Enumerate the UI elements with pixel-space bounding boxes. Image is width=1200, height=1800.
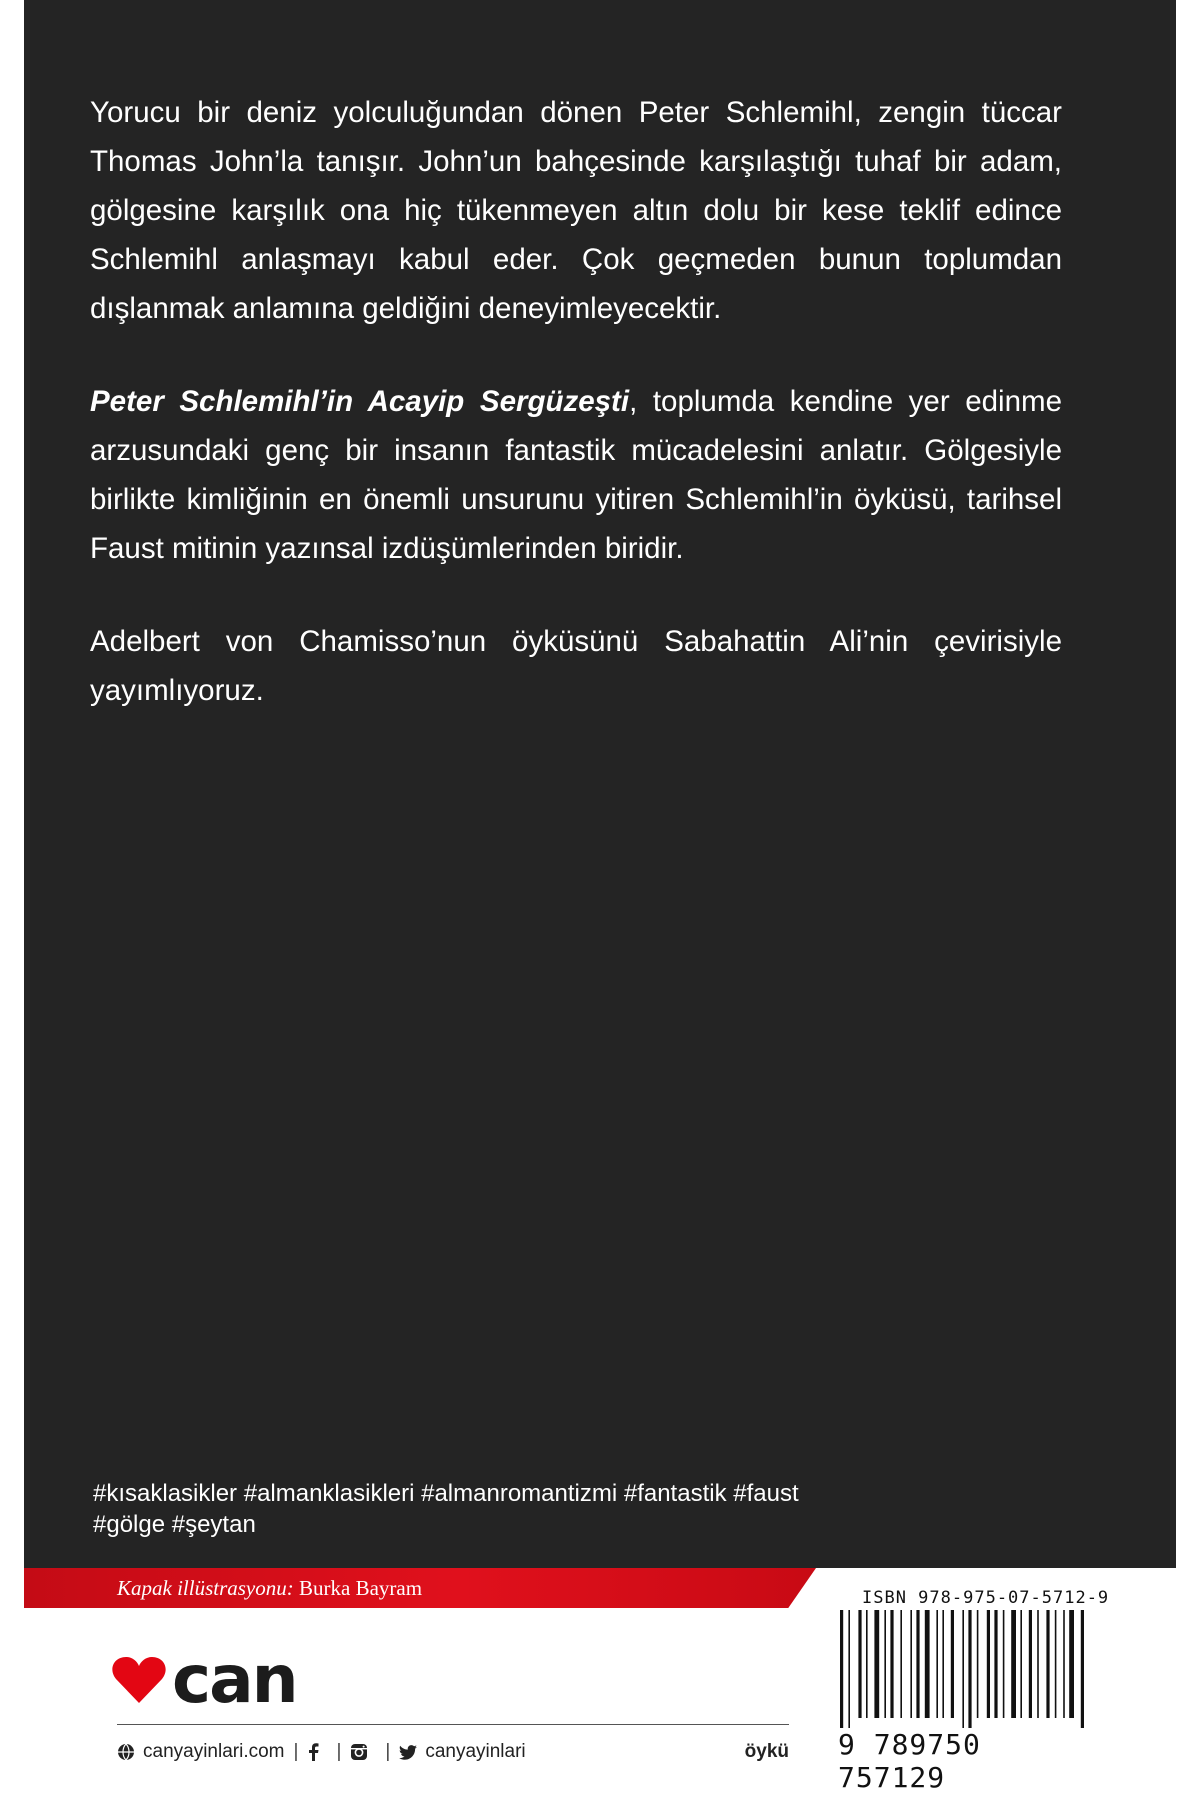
barcode-number: 9 789750 757129 — [838, 1728, 981, 1794]
blurb-paragraph-2-rest: , toplumda kendine yer edinme arzusundaki genç bir insanın fantastik mücadelesini anlatır. Gölgesiyle birlikte kimliğinin en önemli unsurunu yitiren Schlemihl’in öyküsü, tarihsel Faust mitinin yazınsal izdüşümlerinden biridir. — [90, 385, 1062, 565]
hashtags-line-1: #kısaklasikler #almanklasikleri #almanromantizmi #fantastik #faust — [93, 1480, 799, 1507]
publisher-footer — [117, 1738, 789, 1766]
globe-icon — [117, 1743, 135, 1761]
facebook-icon[interactable] — [307, 1743, 319, 1761]
logo-wordmark: can — [172, 1641, 297, 1718]
barcode-bar — [874, 1610, 879, 1718]
heart-icon — [112, 1655, 166, 1705]
credit-name: Burka Bayram — [299, 1576, 423, 1600]
blurb-text — [90, 88, 1062, 759]
isbn-label: ISBN 978-975-07-5712-9 — [862, 1588, 1110, 1608]
barcode-bar — [977, 1610, 979, 1718]
barcode-bar — [1046, 1610, 1049, 1718]
barcode-bar — [884, 1610, 886, 1718]
footer-divider — [117, 1724, 789, 1725]
barcode-bar — [890, 1610, 893, 1718]
instagram-icon[interactable] — [350, 1743, 368, 1761]
barcode-bar — [925, 1610, 930, 1718]
social-handle[interactable]: canyayinlari — [425, 1741, 526, 1762]
barcode-bar — [951, 1610, 954, 1718]
barcode — [838, 1610, 1096, 1728]
barcode-bar — [942, 1610, 944, 1718]
barcode-bar — [1003, 1610, 1005, 1718]
hashtags — [93, 1478, 993, 1540]
barcode-bar — [916, 1610, 919, 1718]
barcode-bar — [987, 1610, 990, 1718]
barcode-bar — [994, 1610, 997, 1718]
barcode-bar — [900, 1610, 902, 1718]
book-title: Peter Schlemihl’in Acayip Sergüzeşti — [90, 385, 630, 418]
blurb-paragraph-3: Adelbert von Chamisso’nun öyküsünü Sabahattin Ali’nin çevirisiyle yayımlıyoruz. — [90, 625, 1062, 707]
twitter-icon[interactable] — [399, 1745, 417, 1760]
barcode-bar — [1063, 1610, 1065, 1718]
barcode-bar — [1069, 1610, 1074, 1718]
blurb-paragraph-1: Yorucu bir deniz yolculuğundan dönen Peter Schlemihl, zengin tüccar Thomas John’la tanışır. John’un bahçesinde karşılaştığı tuhaf bir adam, gölgesine karşılık ona hiç tükenmeyen altın dolu bir kese teklif edince Schlemihl anlaşmayı kabul eder. Çok geçmeden bunun toplumdan dışlanmak anlamına geldiğini deneyimleyecektir. — [90, 96, 1062, 325]
publisher-logo — [112, 1641, 297, 1718]
genre-label: öykü — [744, 1741, 789, 1762]
barcode-bar — [1020, 1610, 1022, 1718]
credit-label: Kapak illüstrasyonu: — [117, 1576, 294, 1600]
separator: | — [293, 1741, 299, 1762]
barcode-bar — [968, 1610, 971, 1728]
barcode-bar — [1029, 1610, 1032, 1718]
separator: | — [385, 1741, 391, 1762]
hashtags-line-2: #gölge #şeytan — [93, 1511, 256, 1538]
barcode-bar — [848, 1610, 850, 1728]
website-link[interactable]: canyayinlari.com — [143, 1741, 285, 1762]
barcode-bar — [858, 1610, 861, 1718]
barcode-bar — [866, 1610, 868, 1718]
blurb-paragraph-2 — [90, 377, 1062, 573]
barcode-bar — [962, 1610, 964, 1728]
cover-credit — [117, 1576, 422, 1601]
barcode-bar — [1055, 1610, 1057, 1718]
barcode-bar — [936, 1610, 938, 1718]
separator: | — [336, 1741, 342, 1762]
barcode-bar — [840, 1610, 843, 1728]
barcode-bar — [910, 1610, 912, 1718]
barcode-bar — [1011, 1610, 1016, 1718]
barcode-bar — [1081, 1610, 1084, 1728]
barcode-bar — [1037, 1610, 1039, 1718]
